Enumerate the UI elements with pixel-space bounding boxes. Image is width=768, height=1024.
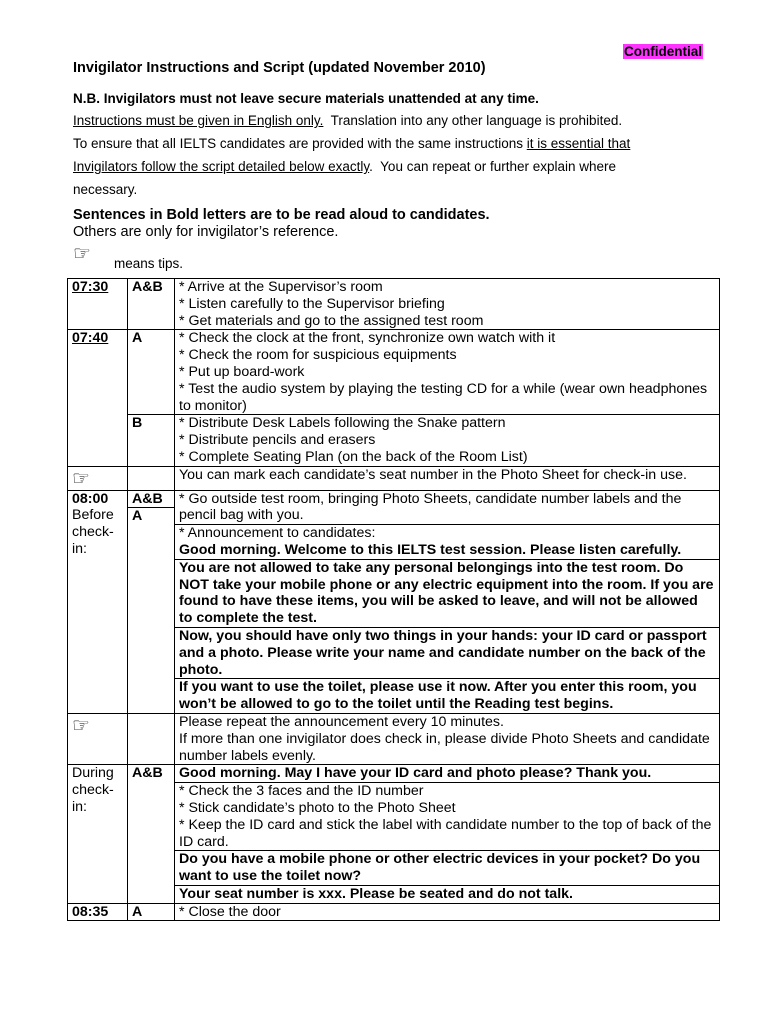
table-row bbox=[68, 490, 720, 713]
intro-line-4: necessary. bbox=[73, 182, 138, 197]
tips-legend: means tips. bbox=[114, 256, 184, 271]
tip-text: You can mark each candidate’s seat number in the Photo Sheet for check-in use. bbox=[175, 466, 720, 490]
intro-line-1 bbox=[73, 113, 622, 128]
bold-note: Sentences in Bold letters are to be read aloud to candidates. bbox=[73, 207, 490, 223]
who-cell: B bbox=[128, 415, 175, 466]
who-value: A&B bbox=[132, 490, 163, 507]
who-cell: A&B bbox=[128, 765, 175, 903]
intro-line-1-rest: Translation into any other language is prohibited. bbox=[323, 113, 623, 128]
script-line: Do you have a mobile phone or other electric devices in your pocket? Do you want to use the toilet now? bbox=[175, 850, 719, 885]
time-cell bbox=[68, 415, 128, 466]
instruction-line: * Check the 3 faces and the ID number bbox=[175, 782, 719, 800]
intro-line-1-underlined: Instructions must be given in English only. bbox=[73, 113, 324, 128]
intro-line-2-pre: To ensure that all IELTS candidates are provided with the same instructions bbox=[73, 136, 527, 151]
instruction-line: * Check the room for suspicious equipments bbox=[179, 347, 457, 364]
instruction-line: * Keep the ID card and stick the label with candidate number to the top of back of the ID card. bbox=[179, 816, 712, 850]
instruction-line: * Go outside test room, bringing Photo Sheets, candidate number labels and the pencil bag with you. bbox=[179, 490, 682, 524]
intro-line-2 bbox=[73, 136, 630, 151]
script-line: You are not allowed to take any personal belongings into the test room. Do NOT take your mobile phone or any electric equipment into the room. If you are found to have these items, you will be asked to leave, and will not be allowed to complete the test. bbox=[175, 559, 719, 627]
time-cell: 07:40 bbox=[68, 330, 128, 415]
instruction-line: * Distribute Desk Labels following the Snake pattern bbox=[179, 415, 506, 432]
instructions-cell bbox=[175, 279, 720, 330]
time-value: 08:00 bbox=[72, 490, 109, 507]
table-row bbox=[68, 466, 720, 490]
nb-warning: N.B. Invigilators must not leave secure materials unattended at any time. bbox=[73, 91, 539, 106]
instruction-line: * Check the clock at the front, synchronize own watch with it bbox=[179, 330, 556, 347]
instruction-line: * Close the door bbox=[175, 903, 720, 921]
instructions-cell bbox=[175, 330, 720, 415]
intro-line-3-underlined: Invigilators follow the script detailed below exactly bbox=[73, 159, 370, 174]
time-cell bbox=[68, 490, 128, 713]
script-line: Good morning. Welcome to this IELTS test session. Please listen carefully. bbox=[179, 541, 682, 558]
time-cell: 07:30 bbox=[68, 279, 128, 330]
pointing-hand-icon: ☞ bbox=[72, 714, 90, 737]
script-line: Good morning. May I have your ID card and photo please? Thank you. bbox=[179, 765, 652, 782]
instruction-line: * Stick candidate’s photo to the Photo Sheet bbox=[179, 799, 456, 816]
who-cell bbox=[128, 466, 175, 490]
script-line: Now, you should have only two things in your hands: your ID card or passport and a photo. Please write your name and candidate number on the back of the photo. bbox=[175, 627, 719, 678]
table-row bbox=[68, 415, 720, 466]
during-checkin-label: During check-in: bbox=[68, 765, 128, 903]
script-line: If you want to use the toilet, please use it now. After you enter this room, you won’t be allowed to go to the toilet until the Reading test begins. bbox=[175, 678, 719, 713]
intro-line-2-underlined: it is essential that bbox=[526, 136, 631, 151]
instruction-line: * Test the audio system by playing the testing CD for a while (wear own headphones to monitor) bbox=[179, 380, 708, 414]
script-line: Your seat number is xxx. Please be seated and do not talk. bbox=[175, 885, 719, 903]
schedule-table bbox=[67, 278, 720, 921]
instruction-line: * Announcement to candidates: bbox=[175, 524, 719, 542]
tip-cell bbox=[68, 713, 128, 764]
who-cell: A&B bbox=[128, 279, 175, 330]
table-row bbox=[68, 279, 720, 330]
intro-line-3 bbox=[73, 159, 616, 174]
tip-line: Please repeat the announcement every 10 minutes. bbox=[179, 713, 504, 730]
time-cell: 08:35 bbox=[68, 903, 128, 921]
instruction-line: * Put up board-work bbox=[179, 363, 305, 380]
instructions-cell bbox=[175, 490, 720, 713]
table-row bbox=[68, 330, 720, 415]
who-cell bbox=[128, 713, 175, 764]
pointing-hand-icon: ☞ bbox=[73, 243, 91, 265]
who-value: A bbox=[128, 507, 174, 525]
tip-text bbox=[175, 713, 720, 764]
instruction-line: * Listen carefully to the Supervisor briefing bbox=[179, 295, 445, 312]
table-row bbox=[68, 765, 720, 903]
before-checkin-label: Before check-in: bbox=[72, 507, 114, 557]
tip-line: If more than one invigilator does check in, please divide Photo Sheets and candidate number labels evenly. bbox=[179, 730, 710, 764]
who-cell bbox=[128, 490, 175, 713]
confidential-label: Confidential bbox=[624, 44, 702, 59]
table-row bbox=[68, 903, 720, 921]
instructions-cell bbox=[175, 765, 720, 903]
instructions-cell bbox=[175, 415, 720, 466]
instruction-line: * Get materials and go to the assigned test room bbox=[179, 312, 484, 329]
pointing-hand-icon: ☞ bbox=[72, 467, 90, 490]
other-note: Others are only for invigilator’s reference. bbox=[73, 224, 339, 240]
who-cell: A bbox=[128, 903, 175, 921]
tip-cell bbox=[68, 466, 128, 490]
instruction-line: * Arrive at the Supervisor’s room bbox=[179, 279, 383, 295]
document-title: Invigilator Instructions and Script (updated November 2010) bbox=[73, 60, 486, 76]
intro-line-3-rest: . You can repeat or further explain where bbox=[369, 159, 617, 174]
who-cell: A bbox=[128, 330, 175, 415]
instruction-line: * Complete Seating Plan (on the back of the Room List) bbox=[179, 448, 528, 465]
instruction-line: * Distribute pencils and erasers bbox=[179, 432, 376, 449]
table-row bbox=[68, 713, 720, 764]
